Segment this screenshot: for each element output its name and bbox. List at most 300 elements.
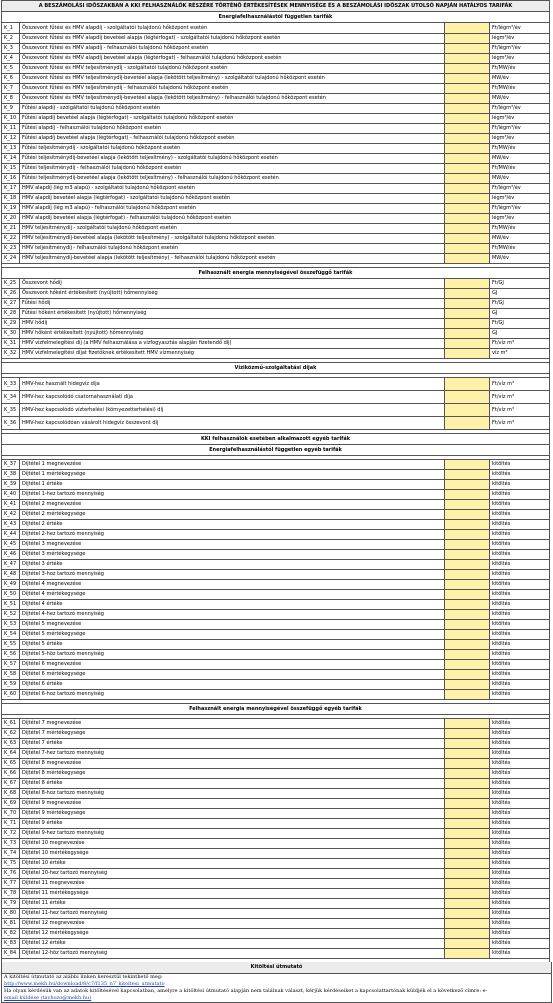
row-unit: kitöltés [489, 670, 549, 680]
value-input-cell[interactable] [444, 929, 489, 939]
table-row [2, 214, 550, 224]
row-description: Díjtétel 3 értéke [20, 560, 445, 570]
section-header-row [2, 434, 550, 445]
row-description: HMV alapdíj (lég m3 alapú) - szolgáltatói tulajdonú hőközpont esetén [20, 184, 445, 194]
row-code: K_39 [2, 480, 20, 490]
table-row [2, 349, 550, 359]
value-input-cell[interactable] [444, 719, 489, 729]
value-input-cell[interactable] [444, 194, 489, 204]
row-description: HMV-hez kapcsolódó vízterhelési (környezetterhelési) díj [20, 404, 445, 417]
row-description: Összevont fűtési és HMV teljesítménydíj-bevetéel alapja (lekötött teljesítmény) - szolgáltatói tulajdonú hőközpont esetén [20, 74, 445, 84]
row-unit: kitöltés [489, 600, 549, 610]
row-unit: kitöltés [489, 919, 549, 929]
table-row [2, 114, 550, 124]
table-row [2, 480, 550, 490]
value-input-cell[interactable] [444, 244, 489, 254]
row-code: K_25 [2, 279, 20, 289]
table-row [2, 729, 550, 739]
value-input-cell[interactable] [444, 859, 489, 869]
section-header-row [2, 704, 550, 715]
table-row [2, 154, 550, 164]
value-input-cell[interactable] [444, 104, 489, 114]
table-row [2, 829, 550, 839]
row-code: K_72 [2, 829, 20, 839]
row-unit: Ft/MW/év [489, 144, 549, 154]
value-input-cell[interactable] [444, 570, 489, 580]
value-input-cell[interactable] [444, 739, 489, 749]
value-input-cell[interactable] [444, 819, 489, 829]
instructions-panel [1, 962, 552, 1003]
value-input-cell[interactable] [444, 417, 489, 430]
table-row [2, 919, 550, 929]
table-row [2, 319, 550, 329]
value-input-cell[interactable] [444, 480, 489, 490]
row-code: K_5 [2, 64, 20, 74]
value-input-cell[interactable] [444, 114, 489, 124]
value-input-cell[interactable] [444, 919, 489, 929]
table-row [2, 84, 550, 94]
value-input-cell[interactable] [444, 520, 489, 530]
row-unit: kitöltés [489, 590, 549, 600]
value-input-cell[interactable] [444, 339, 489, 349]
value-input-cell[interactable] [444, 94, 489, 104]
value-input-cell[interactable] [444, 224, 489, 234]
row-unit: kitöltés [489, 929, 549, 939]
table-row [2, 74, 550, 84]
table-row [2, 650, 550, 660]
row-code: K_29 [2, 319, 20, 329]
row-code: K_31 [2, 339, 20, 349]
row-unit: kitöltés [489, 949, 549, 959]
row-unit: GJ [489, 329, 549, 339]
row-unit: MW/év [489, 74, 549, 84]
row-description: Díjtétel 6 megnevezése [20, 660, 445, 670]
row-code: K_55 [2, 640, 20, 650]
row-description: Díjtétel 5 értéke [20, 640, 445, 650]
table-row [2, 600, 550, 610]
row-unit: kitöltés [489, 570, 549, 580]
table-row [2, 869, 550, 879]
row-unit: Ft/légm³/év [489, 204, 549, 214]
row-code: K_81 [2, 919, 20, 929]
value-input-cell[interactable] [444, 23, 489, 34]
table-row [2, 610, 550, 620]
row-description: Fűtési hőként értékesített (nyújtott) hőmennyiség [20, 309, 445, 319]
section2-title: Felhasznált energia mennyiségével összefüggő tarifák [2, 268, 550, 279]
row-unit: kitöltés [489, 719, 549, 729]
value-input-cell[interactable] [444, 620, 489, 630]
value-input-cell[interactable] [444, 34, 489, 44]
section-header-row [2, 363, 550, 374]
row-unit: kitöltés [489, 759, 549, 769]
row-unit: kitöltés [489, 859, 549, 869]
section-header-row [2, 268, 550, 279]
value-input-cell[interactable] [444, 939, 489, 949]
value-input-cell[interactable] [444, 909, 489, 919]
row-code: K_9 [2, 104, 20, 114]
row-unit: MW/év [489, 174, 549, 184]
value-input-cell[interactable] [444, 749, 489, 759]
row-unit: kitöltés [489, 729, 549, 739]
row-code: K_57 [2, 660, 20, 670]
row-description: Összevont fűtési és HMV alapdíj bevetéel alapja (légtérfogat) - felhasználói tulajdonú hőközpont esetén [20, 54, 445, 64]
row-code: K_20 [2, 214, 20, 224]
row-description: Díjtétel 2-hez tartozó mennyiség [20, 530, 445, 540]
value-input-cell[interactable] [444, 234, 489, 244]
row-unit: kitöltés [489, 680, 549, 690]
row-code: K_56 [2, 650, 20, 660]
table-row [2, 630, 550, 640]
table-row [2, 279, 550, 289]
row-description: Összevont fűtési és HMV teljesítménydíj - szolgáltatói tulajdonú hőközpont esetén [20, 64, 445, 74]
row-description: Díjtétel 8 mértékegysége [20, 769, 445, 779]
value-input-cell[interactable] [444, 530, 489, 540]
table-row [2, 809, 550, 819]
value-input-cell[interactable] [444, 849, 489, 859]
row-description: Díjtétel 7 mértékegysége [20, 729, 445, 739]
row-code: K_19 [2, 204, 20, 214]
value-input-cell[interactable] [444, 309, 489, 319]
value-input-cell[interactable] [444, 124, 489, 134]
row-unit: légm³/év [489, 134, 549, 144]
table-row [2, 339, 550, 349]
value-input-cell[interactable] [444, 54, 489, 64]
instructions-title: Kitöltési útmutató [2, 962, 551, 974]
row-code: K_15 [2, 164, 20, 174]
row-code: K_41 [2, 500, 20, 510]
row-unit: kitöltés [489, 610, 549, 620]
row-unit: kitöltés [489, 899, 549, 909]
row-unit: légm³/év [489, 54, 549, 64]
table-row [2, 224, 550, 234]
row-unit: kitöltés [489, 480, 549, 490]
value-input-cell[interactable] [444, 550, 489, 560]
row-description: Összevont hődíj [20, 279, 445, 289]
value-input-cell[interactable] [444, 769, 489, 779]
table-row [2, 289, 550, 299]
row-description: Díjtétel 12-höz tartozó mennyiség [20, 949, 445, 959]
table-row [2, 799, 550, 809]
value-input-cell[interactable] [444, 680, 489, 690]
row-code: K_48 [2, 570, 20, 580]
value-input-cell[interactable] [444, 879, 489, 889]
table-title: A BESZÁMOLÁSI IDŐSZAKBAN A KKI FELHASZNÁLÓK RÉSZÉRE TÖRTÉNŐ ÉRTÉKESÍTÉSEK MENNYISÉGE ÉS A BESZÁMOLÁSI IDŐSZAK UTOLSÓ NAPJÁN HATÁLYOS TARIFÁK [2, 1, 550, 12]
row-unit: kitöltés [489, 809, 549, 819]
row-description: Díjtétel 1 mértékegysége [20, 470, 445, 480]
value-input-cell[interactable] [444, 889, 489, 899]
row-unit: kitöltés [489, 799, 549, 809]
row-unit: Ft/légm³/év [489, 44, 549, 54]
table-row [2, 560, 550, 570]
row-description: Díjtétel 4-hez tartozó mennyiség [20, 610, 445, 620]
table-row [2, 378, 550, 391]
row-description: Fűtési alapdíj bevetéel alapja (légtérfogat) - szolgáltatói tulajdonú hőközpont esetén [20, 114, 445, 124]
row-unit: kitöltés [489, 939, 549, 949]
value-input-cell[interactable] [444, 560, 489, 570]
row-description: Díjtétel 11 megnevezése [20, 879, 445, 889]
row-code: K_22 [2, 234, 20, 244]
row-code: K_71 [2, 819, 20, 829]
row-unit: kitöltés [489, 560, 549, 570]
row-code: K_44 [2, 530, 20, 540]
row-unit: kitöltés [489, 769, 549, 779]
row-unit: kitöltés [489, 530, 549, 540]
table-row [2, 660, 550, 670]
row-description: Díjtétel 5-höz tartozó mennyiség [20, 650, 445, 660]
value-input-cell[interactable] [444, 404, 489, 417]
row-code: K_36 [2, 417, 20, 430]
row-description: Díjtétel 9 értéke [20, 819, 445, 829]
row-description: Díjtétel 9-hez tartozó mennyiség [20, 829, 445, 839]
table-row [2, 590, 550, 600]
value-input-cell[interactable] [444, 299, 489, 309]
instructions-link[interactable]: http://www.mekh.hu/download/8/c7/f135_n7_kitoltesi_utmutato [4, 981, 165, 987]
row-code: K_24 [2, 254, 20, 264]
section3-title: Víziközmű-szolgáltatási díjak [2, 363, 550, 374]
row-description: Díjtétel 4 értéke [20, 600, 445, 610]
value-input-cell[interactable] [444, 490, 489, 500]
row-description: Díjtétel 5 megnevezése [20, 620, 445, 630]
value-input-cell[interactable] [444, 759, 489, 769]
row-code: K_4 [2, 54, 20, 64]
value-input-cell[interactable] [444, 670, 489, 680]
row-description: HMV teljesítménydíj - felhasználói tulajdonú hőközpont esetén [20, 244, 445, 254]
value-input-cell[interactable] [444, 949, 489, 959]
row-unit: Ft/víz m³ [489, 404, 549, 417]
row-description: Díjtétel 11 mértékegysége [20, 889, 445, 899]
row-code: K_58 [2, 670, 20, 680]
row-unit: kitöltés [489, 869, 549, 879]
row-description: Fűtési teljesítménydíj-bevetéel alapja (lekötött teljesítmény) - szolgáltatói tulajdonú hőközpont esetén [20, 154, 445, 164]
table-row [2, 680, 550, 690]
row-code: K_62 [2, 729, 20, 739]
spreadsheet-form [1, 0, 552, 1003]
table-row [2, 234, 550, 244]
table-row [2, 244, 550, 254]
row-description: Fűtési teljesítménydíj - felhasználói tulajdonú hőközpont esetén [20, 164, 445, 174]
row-description: Fűtési hődíj [20, 299, 445, 309]
row-code: K_65 [2, 759, 20, 769]
row-description: HMV vízfelmelegítési díjat fizetőknek értékesített HMV vízmennyiség [20, 349, 445, 359]
row-code: K_74 [2, 849, 20, 859]
row-description: HMV hőként értékesített (nyújtott) hőmennyiség [20, 329, 445, 339]
row-unit: kitöltés [489, 620, 549, 630]
row-code: K_82 [2, 929, 20, 939]
value-input-cell[interactable] [444, 184, 489, 194]
value-input-cell[interactable] [444, 319, 489, 329]
row-description: Díjtétel 12 megnevezése [20, 919, 445, 929]
value-input-cell[interactable] [444, 204, 489, 214]
table-row [2, 949, 550, 959]
value-input-cell[interactable] [444, 174, 489, 184]
table-row [2, 34, 550, 44]
table-row [2, 391, 550, 404]
row-description: Díjtétel 10 értéke [20, 859, 445, 869]
value-input-cell[interactable] [444, 349, 489, 359]
row-code: K_11 [2, 124, 20, 134]
table-row [2, 54, 550, 64]
row-code: K_50 [2, 590, 20, 600]
row-unit: kitöltés [489, 500, 549, 510]
row-description: Díjtétel 6 értéke [20, 680, 445, 690]
value-input-cell[interactable] [444, 590, 489, 600]
row-unit: légm³/év [489, 194, 549, 204]
row-code: K_21 [2, 224, 20, 234]
value-input-cell[interactable] [444, 84, 489, 94]
table-row [2, 23, 550, 34]
row-unit: kitöltés [489, 909, 549, 919]
value-input-cell[interactable] [444, 391, 489, 404]
value-input-cell[interactable] [444, 460, 489, 470]
row-description: HMV alapdíj bevetéel alapja (légtérfogat) - szolgáltatói tulajdonú hőközpont esetén [20, 194, 445, 204]
row-description: Fűtési teljesítménydíj - szolgáltatói tulajdonú hőközpont esetén [20, 144, 445, 154]
row-code: K_67 [2, 779, 20, 789]
value-input-cell[interactable] [444, 254, 489, 264]
row-description: HMV alapdíj (lég m3 alapú) - felhasználói tulajdonú hőközpont esetén [20, 204, 445, 214]
row-code: K_46 [2, 550, 20, 560]
row-unit: Ft/MW/év [489, 164, 549, 174]
row-description: Díjtétel 6-hoz tartozó mennyiség [20, 690, 445, 700]
value-input-cell[interactable] [444, 789, 489, 799]
table-row [2, 640, 550, 650]
row-code: K_13 [2, 144, 20, 154]
row-description: HMV teljesítménydíj-bevetéel alapja (lekötött teljesítmény) - felhasználói tulajdonú hőközpont esetén [20, 254, 445, 264]
row-code: K_78 [2, 889, 20, 899]
value-input-cell[interactable] [444, 134, 489, 144]
table-row [2, 500, 550, 510]
row-code: K_60 [2, 690, 20, 700]
value-input-cell[interactable] [444, 144, 489, 154]
row-unit: víz m³ [489, 349, 549, 359]
row-unit: kitöltés [489, 520, 549, 530]
value-input-cell[interactable] [444, 650, 489, 660]
value-input-cell[interactable] [444, 869, 489, 879]
row-code: K_61 [2, 719, 20, 729]
table-row [2, 194, 550, 204]
row-unit: kitöltés [489, 779, 549, 789]
table-row [2, 789, 550, 799]
value-input-cell[interactable] [444, 640, 489, 650]
email-link[interactable]: email küldése (tavhozo@mekh.hu) [4, 995, 92, 1001]
table-row [2, 849, 550, 859]
value-input-cell[interactable] [444, 470, 489, 480]
row-description: Összevont fűtési és HMV alapdíj bevetéel alapja (légtérfogat) - szolgáltatói tulajdonú hőközpont esetén [20, 34, 445, 44]
table-row [2, 134, 550, 144]
row-code: K_6 [2, 74, 20, 84]
table-row [2, 64, 550, 74]
row-code: K_7 [2, 84, 20, 94]
value-input-cell[interactable] [444, 580, 489, 590]
row-code: K_63 [2, 739, 20, 749]
table-row [2, 839, 550, 849]
row-description: HMV-hez kapcsolódóan vásárolt hidegvíz összevont díj [20, 417, 445, 430]
value-input-cell[interactable] [444, 809, 489, 819]
value-input-cell[interactable] [444, 660, 489, 670]
table-row [2, 580, 550, 590]
row-code: K_16 [2, 174, 20, 184]
section-header-row [2, 12, 550, 23]
row-code: K_1 [2, 23, 20, 34]
row-description: Díjtétel 7 értéke [20, 739, 445, 749]
value-input-cell[interactable] [444, 329, 489, 339]
row-code: K_42 [2, 510, 20, 520]
row-code: K_54 [2, 630, 20, 640]
row-description: HMV teljesítménydíj - szolgáltatói tulajdonú hőközpont esetén [20, 224, 445, 234]
table-row [2, 299, 550, 309]
value-input-cell[interactable] [444, 630, 489, 640]
value-input-cell[interactable] [444, 74, 489, 84]
value-input-cell[interactable] [444, 779, 489, 789]
value-input-cell[interactable] [444, 610, 489, 620]
row-unit: kitöltés [489, 650, 549, 660]
value-input-cell[interactable] [444, 214, 489, 224]
value-input-cell[interactable] [444, 540, 489, 550]
value-input-cell[interactable] [444, 829, 489, 839]
row-unit: kitöltés [489, 470, 549, 480]
row-description: Díjtétel 9 megnevezése [20, 799, 445, 809]
value-input-cell[interactable] [444, 279, 489, 289]
value-input-cell[interactable] [444, 164, 489, 174]
row-description: Összevont fűtési és HMV teljesítménydíj - felhasználói tulajdonú hőközpont esetén [20, 84, 445, 94]
value-input-cell[interactable] [444, 289, 489, 299]
value-input-cell[interactable] [444, 500, 489, 510]
table-row [2, 520, 550, 530]
value-input-cell[interactable] [444, 510, 489, 520]
value-input-cell[interactable] [444, 799, 489, 809]
value-input-cell[interactable] [444, 690, 489, 700]
row-code: K_27 [2, 299, 20, 309]
row-description: HMV alapdíj bevetéel alapja (légtérfogat) - felhasználói tulajdonú hőközpont esetén [20, 214, 445, 224]
row-code: K_2 [2, 34, 20, 44]
row-description: Összevont fűtési és HMV teljesítménydíj-bevetéel alapja (lekötött teljesítmény) - felhasználói tulajdonú hőközpont esetén [20, 94, 445, 104]
row-code: K_51 [2, 600, 20, 610]
row-unit: Ft/MW/év [489, 84, 549, 94]
row-code: K_79 [2, 899, 20, 909]
row-code: K_47 [2, 560, 20, 570]
value-input-cell[interactable] [444, 600, 489, 610]
table-row [2, 769, 550, 779]
value-input-cell[interactable] [444, 64, 489, 74]
row-description: Díjtétel 8 megnevezése [20, 759, 445, 769]
value-input-cell[interactable] [444, 154, 489, 164]
table-row [2, 144, 550, 154]
table-row [2, 124, 550, 134]
row-description: Díjtétel 12 mértékegysége [20, 929, 445, 939]
value-input-cell[interactable] [444, 729, 489, 739]
table-row [2, 104, 550, 114]
table-row [2, 719, 550, 729]
row-description: Díjtétel 7 megnevezése [20, 719, 445, 729]
table-row [2, 490, 550, 500]
value-input-cell[interactable] [444, 839, 489, 849]
table-row [2, 929, 550, 939]
value-input-cell[interactable] [444, 44, 489, 54]
row-unit: Ft/víz m³ [489, 391, 549, 404]
table-row [2, 859, 550, 869]
table-row [2, 254, 550, 264]
row-code: K_70 [2, 809, 20, 819]
row-unit: MW/év [489, 254, 549, 264]
row-unit: Ft/GJ [489, 279, 549, 289]
value-input-cell[interactable] [444, 378, 489, 391]
table-row [2, 510, 550, 520]
instructions-contact-text: Ha olyan kérdésük van az adatok kitöltésével kapcsolatban, amelyre a kitöltési útmutató alapján nem találnak választ, kérjük kérdéseiket a kapcsolattartónak küldjék el a következő címre: e- [4, 988, 488, 994]
row-code: K_64 [2, 749, 20, 759]
row-unit: légm³/év [489, 114, 549, 124]
table-row [2, 819, 550, 829]
row-unit: kitöltés [489, 640, 549, 650]
row-description: Díjtétel 11-hez tartozó mennyiség [20, 909, 445, 919]
